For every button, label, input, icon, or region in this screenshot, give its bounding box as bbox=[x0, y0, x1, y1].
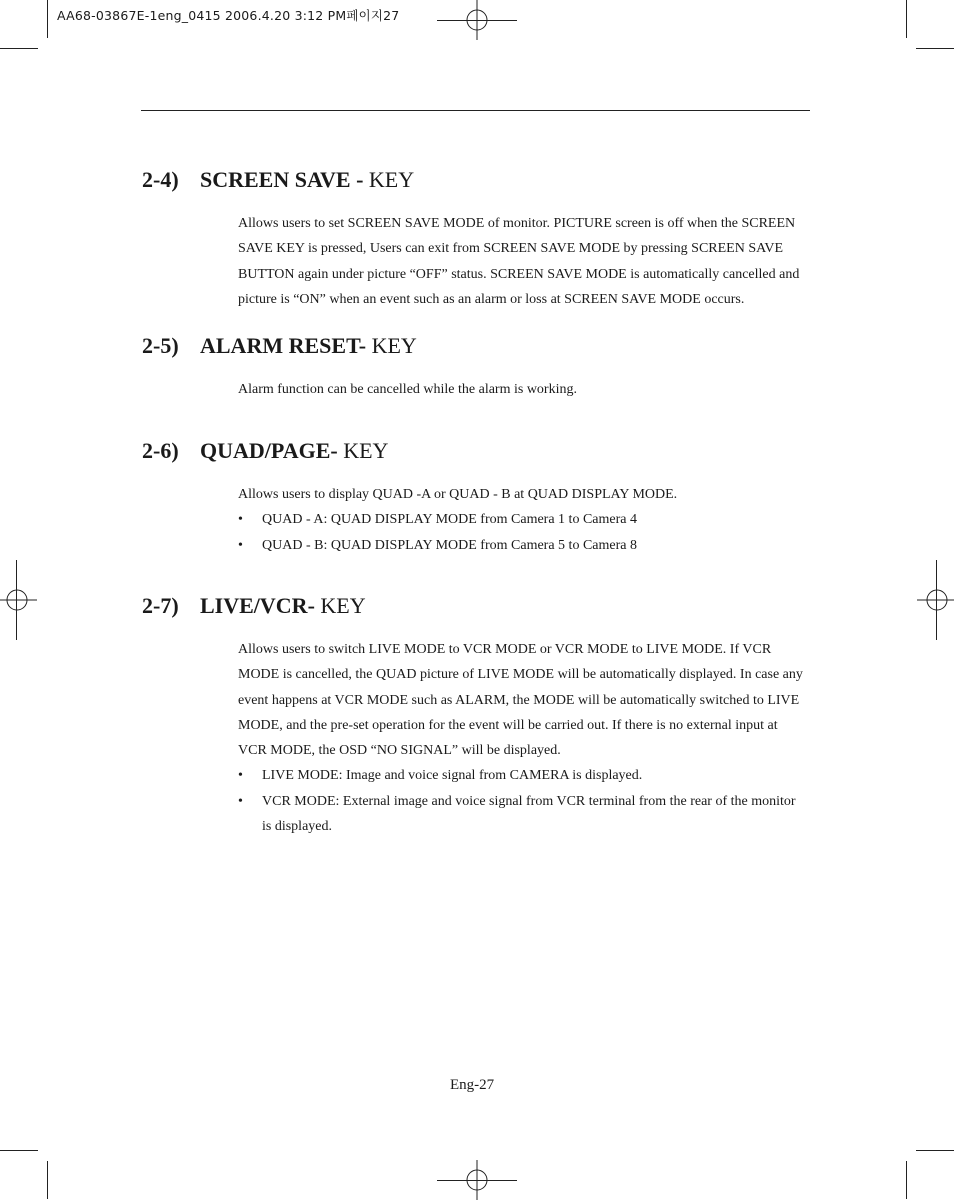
registration-mark-left-icon bbox=[0, 580, 37, 620]
crop-mark-top-left-vertical bbox=[47, 0, 48, 38]
section-paragraph: Allows users to set SCREEN SAVE MODE of monitor. PICTURE screen is off when the SCREEN SAVE KEY is pressed, Users can exit from SCREEN SAVE MODE by pressing SCREEN SAVE BUTTON again under picture “OFF” status. SCREEN SAVE MODE is automatically cancelled and picture is “ON” when an event such as an alarm or loss at SCREEN SAVE MODE occurs. bbox=[238, 216, 800, 307]
crop-mark-top-left-horizontal bbox=[0, 48, 38, 49]
list-item-text: QUAD - A: QUAD DISPLAY MODE from Camera 1 to Camera 4 bbox=[262, 512, 637, 528]
section-number: 2-4) bbox=[142, 167, 179, 192]
section-number: 2-6) bbox=[142, 438, 179, 463]
section-key-label: KEY bbox=[366, 333, 417, 358]
registration-line-bottom bbox=[437, 1180, 517, 1181]
section-key-label: KEY bbox=[337, 438, 389, 463]
list-item-text: QUAD - B: QUAD DISPLAY MODE from Camera 5 to Camera 8 bbox=[262, 537, 637, 553]
section-key-label: KEY bbox=[363, 167, 415, 192]
registration-line-right bbox=[936, 560, 937, 640]
bullet-icon: • bbox=[238, 537, 243, 553]
crop-mark-bottom-left-horizontal bbox=[0, 1150, 38, 1151]
section-quad-page bbox=[142, 437, 812, 558]
section-paragraph: Alarm function can be cancelled while the alarm is working. bbox=[238, 382, 577, 397]
section-heading bbox=[142, 437, 812, 465]
list-item bbox=[238, 507, 808, 532]
section-number: 2-7) bbox=[142, 593, 179, 618]
section-heading bbox=[142, 166, 812, 194]
bullet-list bbox=[238, 763, 808, 839]
list-item bbox=[238, 533, 808, 558]
crop-mark-bottom-right-vertical bbox=[906, 1161, 907, 1199]
section-heading bbox=[142, 592, 812, 620]
section-number: 2-5) bbox=[142, 333, 179, 358]
section-heading bbox=[142, 332, 812, 360]
section-title: SCREEN SAVE - bbox=[200, 167, 364, 192]
crop-mark-top-right-horizontal bbox=[916, 48, 954, 49]
page-number: Eng-27 bbox=[450, 1077, 495, 1093]
section-live-vcr bbox=[142, 592, 812, 839]
bullet-icon: • bbox=[238, 512, 243, 528]
crop-mark-bottom-right-horizontal bbox=[916, 1150, 954, 1151]
crop-mark-top-right-vertical bbox=[906, 0, 907, 38]
section-title: LIVE/VCR- bbox=[200, 593, 315, 618]
bullet-icon: • bbox=[238, 793, 243, 809]
registration-line-top bbox=[437, 20, 517, 21]
header-rule bbox=[141, 110, 810, 111]
section-title: ALARM RESET- bbox=[200, 333, 367, 358]
bullet-list bbox=[238, 507, 808, 558]
registration-line-left bbox=[16, 560, 17, 640]
section-paragraph: Allows users to display QUAD -A or QUAD - B at QUAD DISPLAY MODE. bbox=[238, 487, 678, 502]
crop-mark-bottom-left-vertical bbox=[47, 1161, 48, 1199]
section-paragraph: Allows users to switch LIVE MODE to VCR MODE or VCR MODE to LIVE MODE. If VCR MODE is cancelled, the QUAD picture of LIVE MODE will be automatically displayed. In case any event happens at VCR MODE such as ALARM, the MODE will be automatically switched to LIVE MODE, and the pre-set operation for the event will be carried out. If there is no external input at VCR MODE, the OSD “NO SIGNAL” will be displayed. bbox=[238, 642, 803, 759]
list-item-text: VCR MODE: External image and voice signal from VCR terminal from the rear of the monitor is displayed. bbox=[262, 793, 796, 835]
list-item-text: LIVE MODE: Image and voice signal from CAMERA is displayed. bbox=[262, 768, 643, 784]
print-slug: AA68-03867E-1eng_0415 2006.4.20 3:12 PM페이지27 bbox=[57, 8, 400, 23]
section-key-label: KEY bbox=[314, 593, 366, 618]
section-title: QUAD/PAGE- bbox=[200, 438, 338, 463]
section-screen-save bbox=[142, 166, 812, 312]
bullet-icon: • bbox=[238, 768, 243, 784]
list-item bbox=[238, 763, 808, 788]
section-alarm-reset bbox=[142, 332, 812, 402]
list-item bbox=[238, 789, 808, 840]
